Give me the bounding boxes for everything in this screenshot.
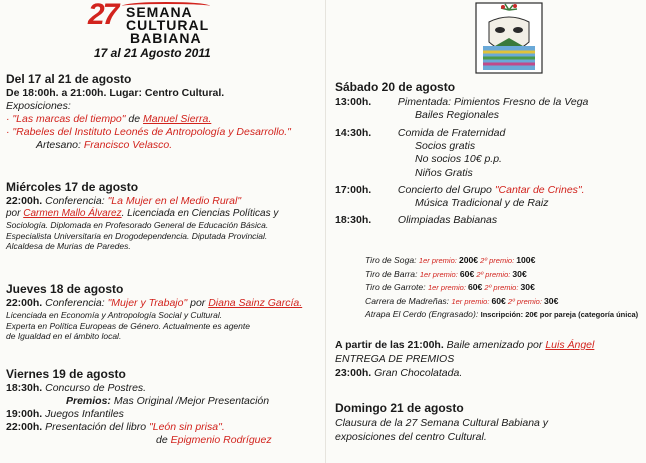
bio-4: Alcaldesa de Murias de Paredes. xyxy=(6,241,131,251)
section-exhibitions xyxy=(6,72,316,152)
logo-dates-a: 17 al xyxy=(94,46,125,60)
logo-number: 27 xyxy=(88,0,118,31)
speaker: Diana Sainz García. xyxy=(208,297,303,309)
por: por xyxy=(187,297,209,309)
speaker: Carmen Mallo Álvarez xyxy=(23,208,122,219)
bio-1: . Licenciada en Ciencias Políticas y xyxy=(121,208,279,219)
time: 18:30h. xyxy=(6,382,43,394)
conf-title: "La Mujer en el Medio Rural" xyxy=(107,195,242,207)
text: Concurso de Postres. xyxy=(42,382,147,394)
text: Presentación del libro xyxy=(42,421,149,433)
section-friday xyxy=(6,367,316,447)
time: 17:00h. xyxy=(335,184,372,196)
second-value: 30€ xyxy=(544,295,559,306)
section-sunday xyxy=(335,401,646,444)
comp-name: Atrapa El Cerdo (Engrasado): xyxy=(365,309,481,319)
section-heading: Jueves 18 de agosto xyxy=(6,282,124,296)
event-logo xyxy=(88,2,238,66)
conf-title: "Mujer y Trabajo" xyxy=(107,297,188,309)
time: 23:00h. xyxy=(335,367,372,379)
conference-line xyxy=(6,297,316,310)
logo-dates-b: 21 Agosto 2011 xyxy=(124,46,211,60)
place: Lugar: Centro Cultural. xyxy=(109,87,225,99)
time: 14:30h. xyxy=(335,126,372,139)
logo-line3: BABIANA xyxy=(130,30,202,46)
row-pimentada xyxy=(335,95,646,109)
bio-2: Experta en Política Europeas de Género. Actualmente es agente xyxy=(6,320,250,331)
author: Epigmenio Rodríguez xyxy=(170,434,272,446)
text: Concierto del Grupo xyxy=(395,184,495,196)
section-saturday xyxy=(335,80,646,227)
text: Baile amenizado por xyxy=(443,339,546,351)
exhibition-1-de: de xyxy=(125,113,144,125)
sub-music: Música Tradicional y de Raiz xyxy=(415,197,549,209)
time: 22:00h. xyxy=(6,195,43,207)
section-heading: Domingo 21 de agosto xyxy=(335,401,464,415)
comp-name: Carrera de Madreñas: xyxy=(365,295,452,306)
text: Comida de Fraternidad xyxy=(395,126,506,139)
hours-line xyxy=(6,87,316,100)
text: Pimentada: Pimientos Fresno de la Vega xyxy=(395,96,589,108)
artisan-line xyxy=(6,139,316,152)
row-meal xyxy=(335,126,646,140)
speaker-line xyxy=(6,208,316,220)
comp-name: Tiro de Soga: xyxy=(365,255,419,265)
section-wednesday xyxy=(6,180,316,252)
hours: De 18:00h. a 21:00h. xyxy=(6,87,107,99)
time: 19:00h. xyxy=(6,408,43,420)
performer: Luis Ángel xyxy=(545,339,595,351)
comp-note: Inscripción: 20€ por pareja (categoría única) xyxy=(480,310,639,319)
exhibition-1 xyxy=(6,113,316,126)
sub-members: Socios gratis xyxy=(415,139,476,152)
sub-nonmembers: No socios 10€ p.p. xyxy=(415,153,502,165)
row-concert xyxy=(335,183,646,197)
section-heading: Del 17 al 21 de agosto xyxy=(6,72,132,86)
book-title: "León sin prisa". xyxy=(149,421,225,433)
second-value: 30€ xyxy=(512,268,527,279)
page-fold xyxy=(325,0,326,463)
second-value: 100€ xyxy=(516,255,536,265)
row-author xyxy=(6,434,316,447)
de: de xyxy=(156,434,171,446)
text: Olimpiadas Babianas xyxy=(395,213,498,226)
prizes-label: Premios: xyxy=(66,395,111,407)
time: 13:00h. xyxy=(335,96,372,108)
exhibition-1-title: · "Las marcas del tiempo" xyxy=(6,113,126,125)
time: 22:00h. xyxy=(6,421,43,433)
second-label: 2º premio: xyxy=(482,283,521,292)
first-value: 60€ xyxy=(468,282,483,292)
row-prizes xyxy=(6,395,316,408)
logo-line2: CULTURAL xyxy=(126,17,210,33)
competitions xyxy=(335,254,646,322)
exhibitions-label: Exposiciones: xyxy=(6,100,71,112)
time: A partir de las 21:00h. xyxy=(335,339,444,351)
text: Gran Chocolatada. xyxy=(371,367,463,379)
comp-name: Tiro de Barra: xyxy=(365,268,420,279)
exhibition-2: · "Rabeles del Instituto Leonés de Antropología y Desarrollo." xyxy=(6,126,291,138)
first-label: 1er premio: xyxy=(418,256,459,265)
comp-rope xyxy=(335,254,646,268)
conf-label: Conferencia: xyxy=(42,195,108,207)
bio-3: de Igualdad en el ámbito local. xyxy=(6,331,122,341)
exhibition-1-author: Manuel Sierra. xyxy=(143,113,212,125)
section-heading: Sábado 20 de agosto xyxy=(335,80,456,94)
comp-pig xyxy=(335,308,646,322)
artisan-name: Francisco Velasco. xyxy=(83,139,173,151)
first-value: 60€ xyxy=(491,295,506,306)
second-label: 2º premio: xyxy=(505,296,545,306)
comp-clogs xyxy=(335,295,646,309)
closing-1: Clausura de la 27 Semana Cultural Babiana y xyxy=(335,417,549,429)
section-heading: Viernes 19 de agosto xyxy=(6,367,126,381)
row-awards: ENTREGA DE PREMIOS xyxy=(335,353,455,365)
mask-illustration xyxy=(475,2,543,74)
first-label: 1er premio: xyxy=(419,269,460,279)
first-label: 1er premio: xyxy=(451,296,492,306)
second-label: 2º premio: xyxy=(474,269,513,279)
por: por xyxy=(6,208,24,219)
second-label: 2º premio: xyxy=(478,256,517,265)
sub-dances: Bailes Regionales xyxy=(415,109,500,121)
row-chocolate xyxy=(335,366,646,380)
text: Juegos Infantiles xyxy=(42,408,124,420)
section-heading: Miércoles 17 de agosto xyxy=(6,180,139,194)
second-value: 30€ xyxy=(520,282,535,292)
row-olympics xyxy=(335,213,646,227)
time: 22:00h. xyxy=(6,297,43,309)
first-value: 60€ xyxy=(459,268,475,279)
logo-dates xyxy=(94,46,211,60)
first-label: 1er premio: xyxy=(427,283,468,292)
row-dance xyxy=(335,338,646,352)
first-value: 200€ xyxy=(458,255,479,265)
artisan-label: Artesano: xyxy=(36,139,84,151)
comp-garrote xyxy=(335,281,646,295)
time: 18:30h. xyxy=(335,213,372,226)
comp-name: Tiro de Garrote: xyxy=(365,282,428,292)
row-games xyxy=(6,408,316,421)
closing-2: exposiciones del centro Cultural. xyxy=(335,431,487,443)
sub-children: Niños Gratis xyxy=(415,166,473,179)
logo-line1: SEMANA xyxy=(126,4,193,20)
prizes-text: Mas Original /Mejor Presentación xyxy=(110,395,270,407)
group-name: "Cantar de Crines". xyxy=(494,184,585,196)
conf-label: Conferencia: xyxy=(42,297,108,309)
section-night xyxy=(335,338,646,380)
bio-2: Sociología. Diplomada en Profesorado General de Educación Básica. xyxy=(6,220,269,230)
bio-3: Especialista Universitaria en Drogodependencia. Diputada Provincial. xyxy=(6,230,268,241)
section-thursday xyxy=(6,282,316,342)
comp-bar xyxy=(335,268,646,282)
bio-1: Licenciada en Economía y Antropología Social y Cultural. xyxy=(6,310,223,320)
row-book xyxy=(6,421,316,434)
conference-line xyxy=(6,195,316,208)
row-contest xyxy=(6,382,316,395)
